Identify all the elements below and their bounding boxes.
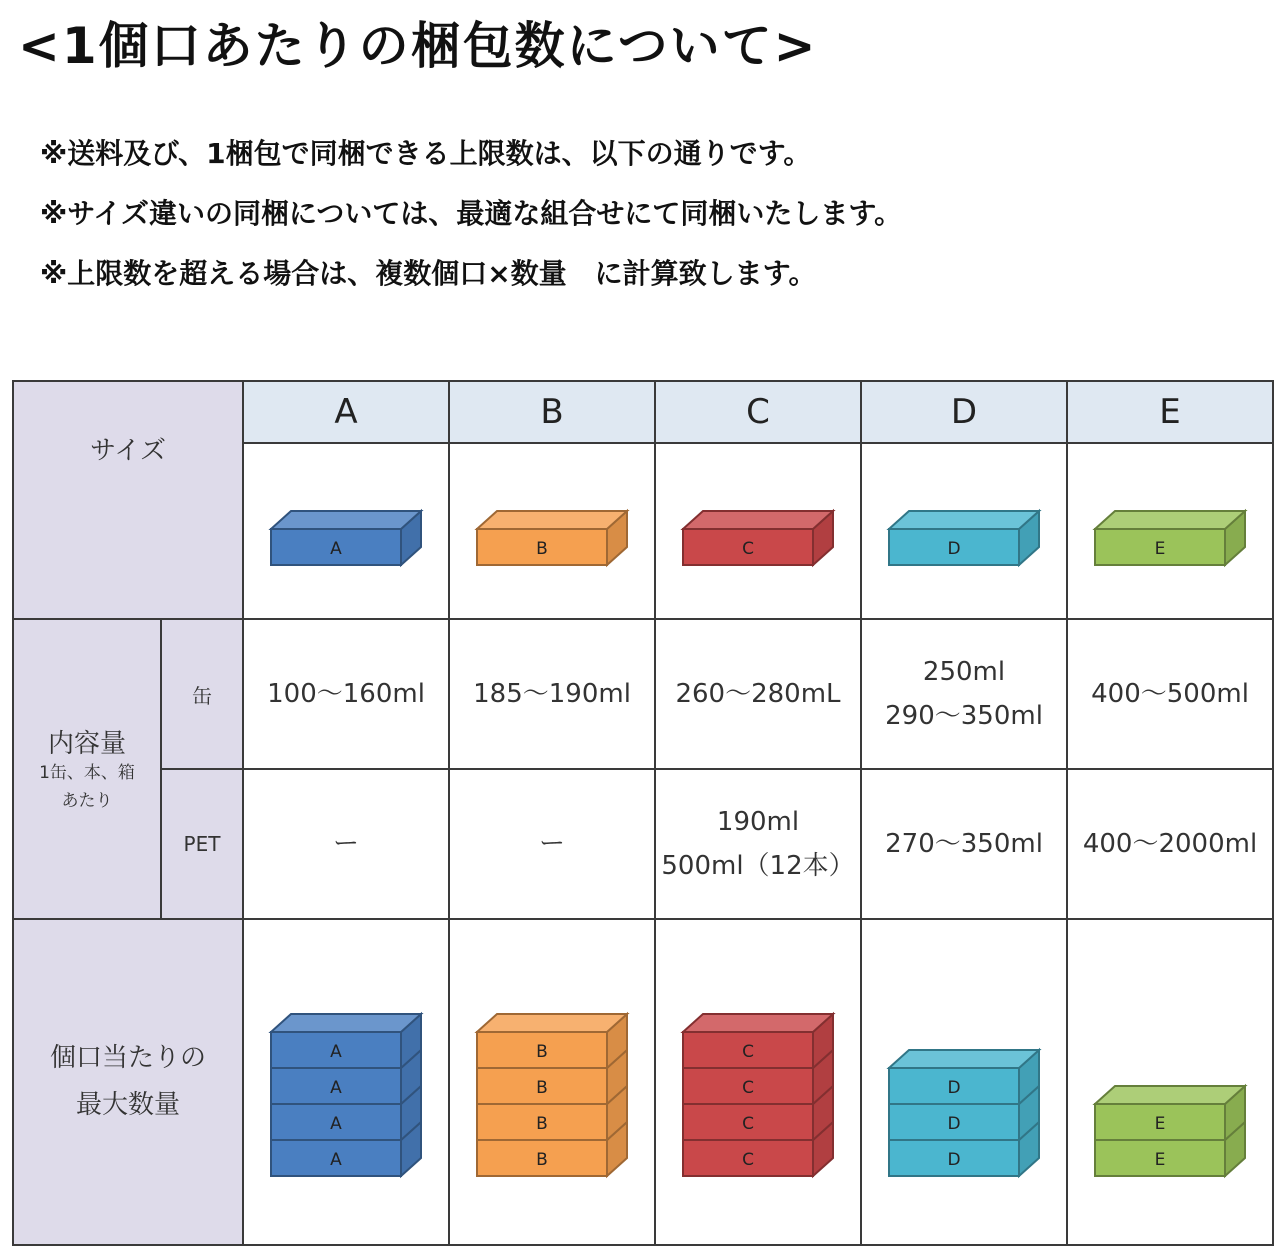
size-box-d [861, 443, 1067, 619]
box-letter: A [330, 1114, 342, 1134]
box-letter: B [536, 1114, 548, 1134]
pet-value-d [861, 769, 1067, 919]
can-value-line: 290～350ml [885, 701, 1043, 731]
can-value-line: 185～190ml [473, 678, 631, 709]
box-letter: A [330, 1042, 342, 1062]
size-box-e [1067, 443, 1273, 619]
box-letter: D [947, 1078, 961, 1098]
box-letter: A [330, 539, 342, 559]
note-shipping-limit: ※送料及び、1梱包で同梱できる上限数は、以下の通りです。 [40, 137, 812, 170]
can-row [13, 619, 1273, 769]
content-sublabel-1: 1缶、本、箱 [39, 763, 135, 784]
can-value-line: 400～500ml [1091, 678, 1249, 709]
box-letter: B [536, 1150, 548, 1170]
pet-value-line: ー [333, 828, 360, 859]
max-stack-a [243, 919, 449, 1245]
box-top [683, 511, 833, 529]
header-row [13, 381, 1273, 443]
max-stack-d [861, 919, 1067, 1245]
pet-value-a [243, 769, 449, 919]
pet-value-line: 270～350ml [885, 828, 1043, 859]
box-letter: C [742, 1150, 754, 1170]
pet-row [13, 769, 1273, 919]
page-title: <1個口あたりの梱包数について> [18, 17, 818, 75]
can-value-line: 100～160ml [267, 678, 425, 709]
box-top [271, 1014, 421, 1032]
pet-value-line: 500ml（12本） [661, 851, 855, 881]
pet-value-b [449, 769, 655, 919]
box-top [889, 1050, 1039, 1068]
box-top [271, 511, 421, 529]
box-letter: D [947, 1150, 961, 1170]
box-letter: C [742, 539, 754, 559]
can-value-b [449, 619, 655, 769]
content-sublabel-2: あたり [61, 790, 113, 811]
size-label: サイズ [90, 436, 166, 466]
max-label-cell [13, 919, 243, 1245]
column-header-b: B [449, 381, 655, 443]
can-label: 缶 [161, 619, 243, 769]
box-letter: B [536, 1078, 548, 1098]
box-top [477, 1014, 627, 1032]
note-mixed-sizes: ※サイズ違いの同梱については、最適な組合せにて同梱いたします。 [40, 197, 903, 230]
size-box-a [243, 443, 449, 619]
box-letter: E [1154, 539, 1166, 559]
pet-value-e [1067, 769, 1273, 919]
box-top [683, 1014, 833, 1032]
column-header-d: D [861, 381, 1067, 443]
box-top [1095, 1086, 1245, 1104]
box-top [477, 511, 627, 529]
size-box-b [449, 443, 655, 619]
box-letter: B [536, 539, 548, 559]
size-label-cell [13, 381, 243, 619]
can-value-e [1067, 619, 1273, 769]
box-letter: C [742, 1042, 754, 1062]
column-header-e: E [1067, 381, 1273, 443]
pet-label: PET [161, 769, 243, 919]
can-value-line: 250ml [922, 656, 1006, 687]
column-header-a: A [243, 381, 449, 443]
box-letter: C [742, 1078, 754, 1098]
max-row [13, 919, 1273, 1245]
box-letter: E [1154, 1114, 1166, 1134]
note-over-limit: ※上限数を超える場合は、複数個口×数量 に計算致します。 [40, 257, 817, 290]
max-label: 個口当たりの [50, 1043, 207, 1074]
can-value-line: 260～280mL [675, 678, 841, 709]
box-letter: B [536, 1042, 548, 1062]
box-letter: D [947, 539, 961, 559]
box-top [1095, 511, 1245, 529]
size-box-c [655, 443, 861, 619]
pet-value-c [655, 769, 861, 919]
can-value-d [861, 619, 1067, 769]
can-value-c [655, 619, 861, 769]
box-top [889, 511, 1039, 529]
max-stack-c [655, 919, 861, 1245]
pet-value-line: ー [539, 828, 566, 859]
max-stack-e [1067, 919, 1273, 1245]
content-label: 内容量 [47, 729, 126, 760]
content-label-cell [13, 619, 161, 919]
box-letter: A [330, 1150, 342, 1170]
column-header-c: C [655, 381, 861, 443]
packing-table [12, 380, 1274, 1246]
box-letter: C [742, 1114, 754, 1134]
pet-value-line: 190ml [716, 806, 800, 837]
box-letter: A [330, 1078, 342, 1098]
box-letter: D [947, 1114, 961, 1134]
pet-value-line: 400～2000ml [1082, 828, 1258, 859]
box-letter: E [1154, 1150, 1166, 1170]
can-value-a [243, 619, 449, 769]
max-stack-b [449, 919, 655, 1245]
max-label-2: 最大数量 [76, 1090, 181, 1120]
